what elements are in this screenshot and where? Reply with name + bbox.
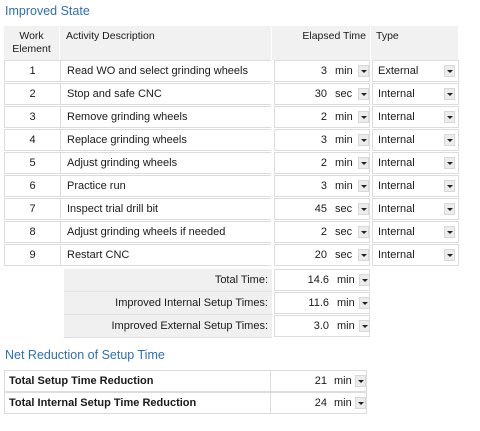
activity-description: Read WO and select grinding wheels [60,60,271,82]
chevron-down-icon[interactable] [444,134,455,146]
type-select[interactable] [372,244,459,266]
table-row [4,198,459,221]
type-select[interactable] [372,83,459,105]
table-row [4,60,459,83]
work-element-number: 2 [4,83,60,105]
activity-description: Stop and safe CNC [60,83,271,105]
chevron-down-icon[interactable] [355,397,366,409]
table-row [4,221,459,244]
time-unit: sec [335,203,353,215]
chevron-down-icon[interactable] [444,111,455,123]
reduction-value: 21 [314,375,327,387]
elapsed-time-field[interactable] [274,221,370,243]
total-unit: min [337,274,355,286]
chevron-down-icon[interactable] [444,249,455,261]
reduction-unit: min [334,397,352,409]
chevron-down-icon[interactable] [355,375,366,387]
work-element-number: 4 [4,129,60,151]
work-element-number: 7 [4,198,60,220]
reduction-label: Total Internal Setup Time Reduction [4,392,270,414]
table-row [4,175,459,198]
chevron-down-icon[interactable] [358,226,369,238]
type-select[interactable] [372,106,459,128]
type-value: Internal [378,157,415,169]
type-value: Internal [378,203,415,215]
elapsed-time-value[interactable]: 2 [320,226,327,238]
chevron-down-icon[interactable] [444,226,455,238]
header-type: Type [371,26,459,60]
type-value: External [378,65,419,77]
chevron-down-icon[interactable] [358,180,369,192]
activity-description: Adjust grinding wheels [60,152,271,174]
elapsed-time-field[interactable] [274,83,370,105]
elapsed-time-value[interactable]: 30 [314,88,327,100]
type-select[interactable] [372,221,459,243]
total-value-field[interactable] [274,292,370,314]
table-row [4,83,459,106]
chevron-down-icon[interactable] [358,134,369,146]
time-unit: min [335,65,353,77]
time-unit: min [335,180,353,192]
total-value: 3.0 [313,320,329,332]
time-unit: min [335,111,353,123]
net-reduction-title: Net Reduction of Setup Time [5,348,165,362]
work-element-number: 1 [4,60,60,82]
table-row [4,152,459,175]
reduction-value-field[interactable] [270,392,367,414]
elapsed-time-field[interactable] [274,152,370,174]
elapsed-time-field[interactable] [274,129,370,151]
time-unit: min [335,157,353,169]
table-row [4,244,459,267]
work-element-number: 8 [4,221,60,243]
type-value: Internal [378,180,415,192]
reduction-row [4,392,367,414]
time-unit: min [335,134,353,146]
type-value: Internal [378,88,415,100]
total-value: 11.6 [308,297,329,309]
chevron-down-icon[interactable] [358,157,369,169]
type-select[interactable] [372,175,459,197]
activity-description: Replace grinding wheels [60,129,271,151]
total-value: 14.6 [307,274,329,286]
time-unit: sec [335,88,353,100]
elapsed-time-field[interactable] [274,106,370,128]
total-unit: min [337,320,355,332]
type-select[interactable] [372,129,459,151]
reduction-label: Total Setup Time Reduction [4,370,270,392]
chevron-down-icon[interactable] [444,203,455,215]
improved-state-title: Improved State [5,4,90,18]
total-value-field[interactable] [274,269,370,291]
chevron-down-icon[interactable] [358,88,369,100]
elapsed-time-value[interactable]: 3 [320,180,327,192]
type-value: Internal [378,111,415,123]
type-select[interactable] [372,60,459,82]
type-value: Internal [378,249,415,261]
activity-description: Remove grinding wheels [60,106,271,128]
total-unit: min [337,297,355,309]
chevron-down-icon[interactable] [444,180,455,192]
work-element-number: 9 [4,244,60,266]
work-element-number: 3 [4,106,60,128]
chevron-down-icon[interactable] [444,88,455,100]
total-label: Improved Internal Setup Times: [64,292,272,315]
activity-description: Inspect trial drill bit [60,198,271,220]
activity-description: Practice run [60,175,271,197]
total-label: Total Time: [64,269,272,292]
activity-description: Restart CNC [60,244,271,266]
header-elapsed-time: Elapsed Time [272,26,371,60]
chevron-down-icon[interactable] [359,297,370,309]
time-unit: sec [335,249,353,261]
table-row [4,129,459,152]
activity-description: Adjust grinding wheels if needed [60,221,271,243]
elapsed-time-field[interactable] [274,60,370,82]
chevron-down-icon[interactable] [358,249,369,261]
elapsed-time-value[interactable]: 2 [320,157,327,169]
chevron-down-icon[interactable] [358,65,369,77]
chevron-down-icon[interactable] [444,65,455,77]
chevron-down-icon[interactable] [359,274,370,286]
reduction-unit: min [334,375,352,387]
chevron-down-icon[interactable] [358,203,369,215]
elapsed-time-field[interactable] [274,198,370,220]
chevron-down-icon[interactable] [358,111,369,123]
elapsed-time-value[interactable]: 3 [320,65,327,77]
elapsed-time-value[interactable]: 3 [320,134,327,146]
elapsed-time-value[interactable]: 20 [314,249,327,261]
type-select[interactable] [372,152,459,174]
reduction-row [4,370,367,392]
chevron-down-icon[interactable] [359,320,370,332]
elapsed-time-field[interactable] [274,244,370,266]
work-element-number: 5 [4,152,60,174]
header-work-element: Work Element [4,26,60,60]
work-element-number: 6 [4,175,60,197]
type-select[interactable] [372,198,459,220]
elapsed-time-value[interactable]: 2 [320,111,327,123]
total-label: Improved External Setup Times: [64,315,272,338]
type-value: Internal [378,134,415,146]
reduction-value-field[interactable] [270,370,367,392]
type-value: Internal [378,226,415,238]
chevron-down-icon[interactable] [444,157,455,169]
total-value-field[interactable] [274,315,370,337]
header-activity: Activity Description [60,26,272,60]
table-row [4,106,459,129]
elapsed-time-value[interactable]: 45 [314,203,327,215]
elapsed-time-field[interactable] [274,175,370,197]
time-unit: sec [335,226,353,238]
reduction-value: 24 [314,397,327,409]
